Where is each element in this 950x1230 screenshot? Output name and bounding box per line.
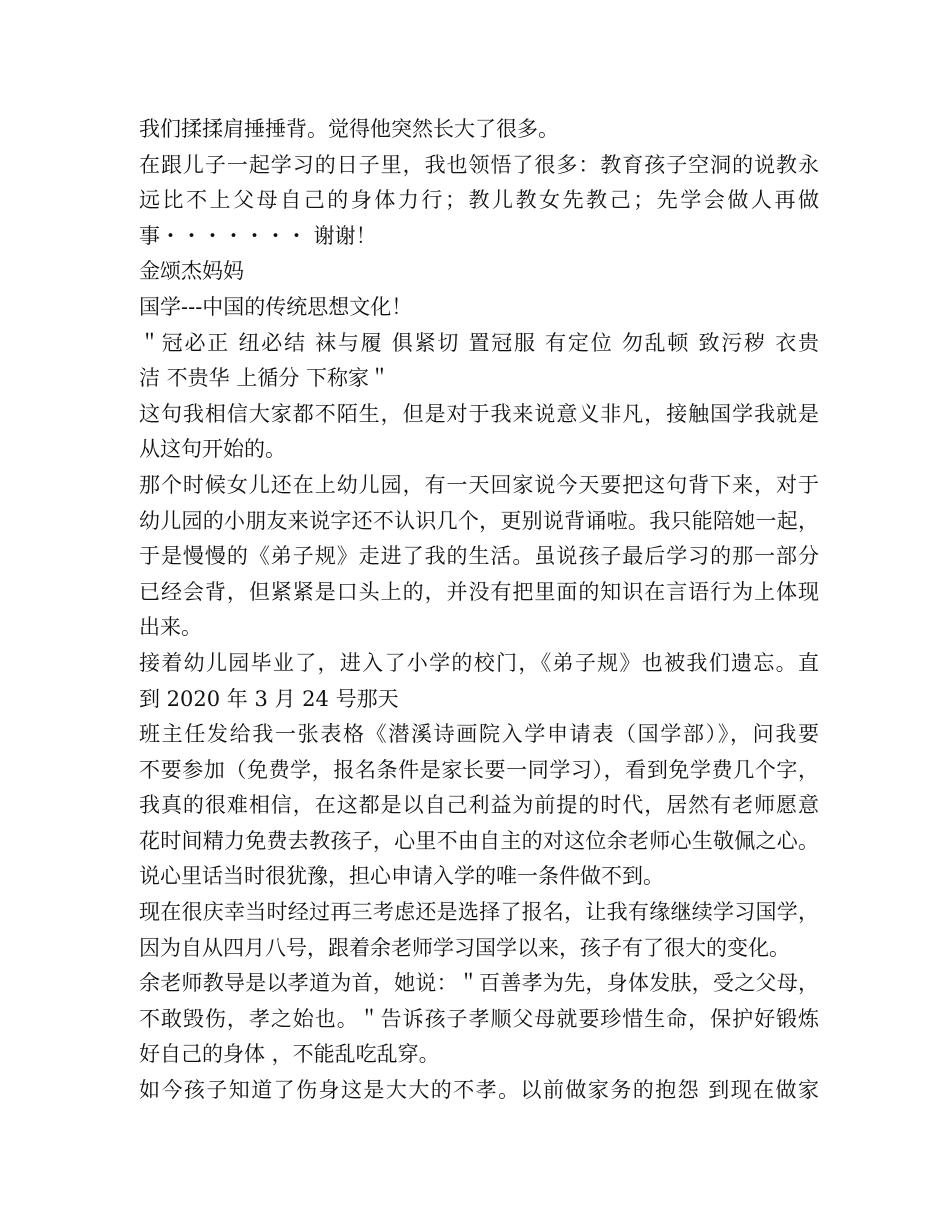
text-line: 现在很庆幸当时经过再三考虑还是选择了报名，让我有缘继续学习国学，	[139, 900, 819, 925]
text-line: 于是慢慢的《弟子规》走进了我的生活。虽说孩子最后学习的那一部分	[139, 544, 819, 569]
section-title: 国学---中国的传统思想文化！	[139, 294, 413, 319]
text-line: 花时间精力免费去教孩子，心里不由自主的对这位余老师心生敬佩之心。	[139, 828, 819, 853]
author-signature: 金颂杰妈妈	[139, 259, 244, 284]
text-line: 不敢毁伤，孝之始也。＂告诉孩子孝顺父母就要珍惜生命，保护好锻炼	[139, 1006, 819, 1031]
text-line: 在跟儿子一起学习的日子里，我也领悟了很多：教育孩子空洞的说教永	[139, 152, 819, 177]
quote-line: 洁 不贵华 上循分 下称家＂	[139, 366, 391, 391]
text-line: 远比不上父母自己的身体力行；教儿教女先教己；先学会做人再做	[139, 188, 819, 213]
text-line: 出来。	[139, 615, 202, 640]
quote-line: ＂冠必正 纽必结 袜与履 俱紧切 置冠服 有定位 勿乱顿 致污秽 衣贵	[139, 330, 819, 355]
text-line: 接着幼儿园毕业了，进入了小学的校门，《弟子规》也被我们遗忘。直	[139, 650, 819, 675]
text-line: 已经会背，但紧紧是口头上的，并没有把里面的知识在言语行为上体现	[139, 579, 819, 604]
text-line: 从这句开始的。	[139, 437, 286, 462]
text-line: 我真的很难相信，在这都是以自己利益为前提的时代，居然有老师愿意	[139, 793, 819, 818]
text-line: 因为自从四月八号，跟着余老师学习国学以来，孩子有了很大的变化。	[139, 935, 790, 960]
text-line: 那个时候女儿还在上幼儿园，有一天回家说今天要把这句背下来，对于	[139, 472, 819, 497]
text-line: 说心里话当时很犹豫，担心申请入学的唯一条件做不到。	[139, 864, 664, 889]
text-line: 好自己的身体 ，不能乱吃乱穿。	[139, 1042, 440, 1067]
text-line: 如今孩子知道了伤身这是大大的不孝。以前做家务的抱怨 到现在做家	[139, 1078, 819, 1103]
text-line: 不要参加（免费学，报名条件是家长要一同学习），看到免学费几个字，	[139, 757, 819, 782]
text-line: 班主任发给我一张表格《潜溪诗画院入学申请表（国学部）》，问我要	[139, 722, 819, 747]
text-line: 幼儿园的小朋友来说字还不认识几个，更别说背诵啦。我只能陪她一起，	[139, 508, 819, 533]
document-body	[139, 112, 819, 1109]
text-line: 余老师教导是以孝道为首，她说：＂百善孝为先，身体发肤，受之父母，	[139, 971, 819, 996]
text-line: 我们揉揉肩捶捶背。觉得他突然长大了很多。	[139, 117, 559, 141]
text-line: 到 2020 年 3 月 24 号那天	[139, 686, 399, 711]
text-line: 事・・・・・・・ 谢谢！	[139, 223, 377, 248]
text-line: 这句我相信大家都不陌生，但是对于我来说意义非凡，接触国学我就是	[139, 401, 819, 426]
